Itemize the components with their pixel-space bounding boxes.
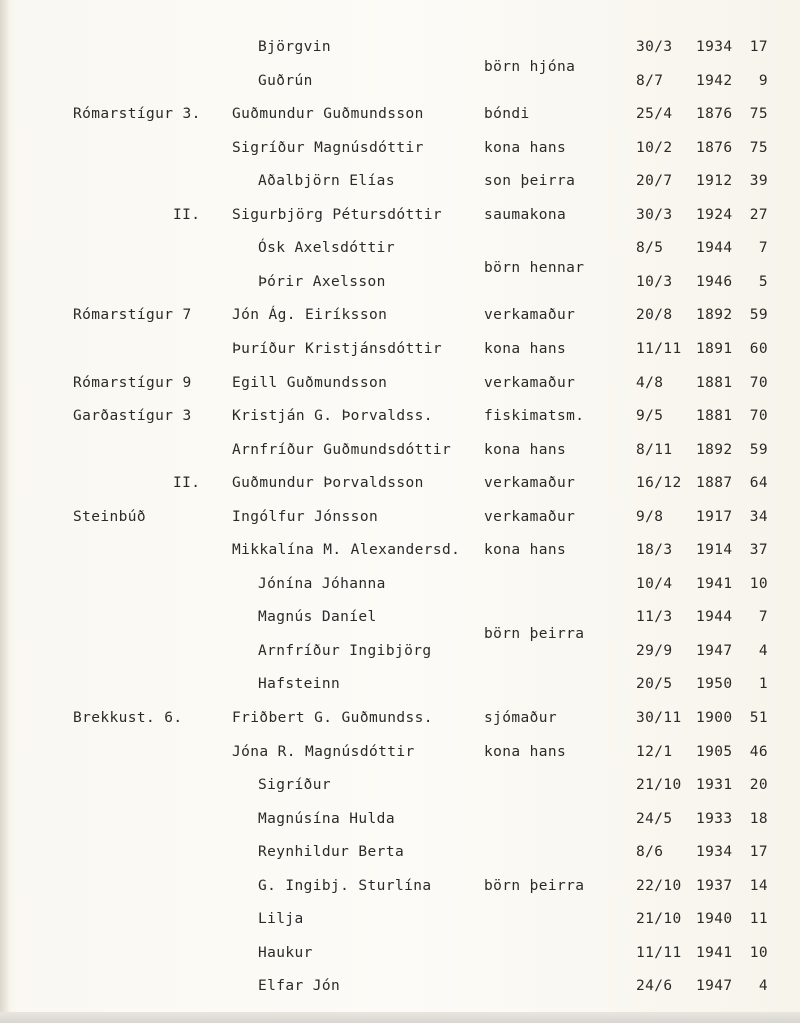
address-cell: II. xyxy=(173,207,201,223)
birth-year-cell: 1912 xyxy=(696,173,733,189)
occupation-cell: kona hans xyxy=(484,442,567,458)
age-cell: 4 xyxy=(758,643,768,659)
name-cell: Mikkalína M. Alexandersd. xyxy=(232,542,461,558)
age-cell: 64 xyxy=(749,475,768,491)
occupation-cell: kona hans xyxy=(484,542,567,558)
age-cell: 75 xyxy=(749,106,768,122)
birth-date-cell: 16/12 xyxy=(636,475,682,491)
group-role-label: börn þeirra xyxy=(484,626,585,642)
birth-date-cell: 11/3 xyxy=(636,609,673,625)
occupation-cell: verkamaður xyxy=(484,509,576,525)
birth-year-cell: 1881 xyxy=(696,408,733,424)
group-role-label: börn hjóna xyxy=(484,59,576,75)
name-cell: Magnús Daníel xyxy=(258,609,377,625)
birth-date-cell: 20/5 xyxy=(636,676,673,692)
address-cell: Brekkust. 6. xyxy=(73,710,183,726)
census-row xyxy=(0,841,800,863)
birth-date-cell: 8/5 xyxy=(636,240,664,256)
birth-date-cell: 30/3 xyxy=(636,207,673,223)
name-cell: Sigríður xyxy=(258,777,332,793)
age-cell: 46 xyxy=(749,744,768,760)
census-row xyxy=(0,103,800,125)
occupation-cell: verkamaður xyxy=(484,475,576,491)
birth-date-cell: 8/11 xyxy=(636,442,673,458)
birth-year-cell: 1944 xyxy=(696,240,733,256)
occupation-cell: sjómaður xyxy=(484,710,558,726)
birth-date-cell: 9/5 xyxy=(636,408,664,424)
name-cell: Guðrún xyxy=(258,73,313,89)
name-cell: G. Ingibj. Sturlína xyxy=(258,878,432,894)
age-cell: 10 xyxy=(749,945,768,961)
occupation-cell: kona hans xyxy=(484,744,567,760)
census-row xyxy=(0,304,800,326)
birth-year-cell: 1900 xyxy=(696,710,733,726)
occupation-cell: börn þeirra xyxy=(484,878,585,894)
census-row xyxy=(0,808,800,830)
census-row xyxy=(0,472,800,494)
birth-date-cell: 9/8 xyxy=(636,509,664,525)
birth-year-cell: 1941 xyxy=(696,945,733,961)
age-cell: 59 xyxy=(749,442,768,458)
birth-date-cell: 18/3 xyxy=(636,542,673,558)
birth-date-cell: 22/10 xyxy=(636,878,682,894)
age-cell: 17 xyxy=(749,844,768,860)
occupation-cell: saumakona xyxy=(484,207,567,223)
age-cell: 1 xyxy=(758,676,768,692)
name-cell: Sigríður Magnúsdóttir xyxy=(232,140,424,156)
age-cell: 51 xyxy=(749,710,768,726)
age-cell: 60 xyxy=(749,341,768,357)
birth-date-cell: 29/9 xyxy=(636,643,673,659)
census-row xyxy=(0,170,800,192)
census-row xyxy=(0,975,800,997)
census-row xyxy=(0,405,800,427)
birth-year-cell: 1876 xyxy=(696,106,733,122)
age-cell: 20 xyxy=(749,777,768,793)
census-row xyxy=(0,204,800,226)
census-row xyxy=(0,707,800,729)
birth-date-cell: 10/2 xyxy=(636,140,673,156)
birth-year-cell: 1944 xyxy=(696,609,733,625)
name-cell: Hafsteinn xyxy=(258,676,341,692)
name-cell: Friðbert G. Guðmundss. xyxy=(232,710,433,726)
birth-date-cell: 21/10 xyxy=(636,777,682,793)
birth-year-cell: 1917 xyxy=(696,509,733,525)
birth-year-cell: 1924 xyxy=(696,207,733,223)
name-cell: Björgvin xyxy=(258,39,332,55)
birth-year-cell: 1931 xyxy=(696,777,733,793)
name-cell: Ósk Axelsdóttir xyxy=(258,240,395,256)
name-cell: Sigurbjörg Pétursdóttir xyxy=(232,207,442,223)
occupation-cell: bóndi xyxy=(484,106,530,122)
census-row xyxy=(0,908,800,930)
census-row xyxy=(0,137,800,159)
birth-year-cell: 1934 xyxy=(696,844,733,860)
age-cell: 27 xyxy=(749,207,768,223)
birth-year-cell: 1942 xyxy=(696,73,733,89)
age-cell: 37 xyxy=(749,542,768,558)
birth-year-cell: 1892 xyxy=(696,442,733,458)
name-cell: Jóna R. Magnúsdóttir xyxy=(232,744,415,760)
birth-year-cell: 1934 xyxy=(696,39,733,55)
age-cell: 10 xyxy=(749,576,768,592)
age-cell: 7 xyxy=(758,240,768,256)
birth-date-cell: 20/8 xyxy=(636,307,673,323)
occupation-cell: kona hans xyxy=(484,140,567,156)
birth-date-cell: 30/3 xyxy=(636,39,673,55)
age-cell: 14 xyxy=(749,878,768,894)
census-row xyxy=(0,439,800,461)
age-cell: 17 xyxy=(749,39,768,55)
address-cell: Rómarstígur 3. xyxy=(73,106,201,122)
birth-date-cell: 8/6 xyxy=(636,844,664,860)
birth-year-cell: 1891 xyxy=(696,341,733,357)
name-cell: Þuríður Kristjánsdóttir xyxy=(232,341,442,357)
birth-year-cell: 1950 xyxy=(696,676,733,692)
census-row xyxy=(0,70,800,92)
name-cell: Arnfríður Guðmundsdóttir xyxy=(232,442,452,458)
age-cell: 4 xyxy=(758,978,768,994)
birth-date-cell: 10/3 xyxy=(636,274,673,290)
birth-date-cell: 24/6 xyxy=(636,978,673,994)
census-row xyxy=(0,271,800,293)
name-cell: Egill Guðmundsson xyxy=(232,375,388,391)
census-row xyxy=(0,338,800,360)
census-row xyxy=(0,875,800,897)
birth-date-cell: 4/8 xyxy=(636,375,664,391)
birth-year-cell: 1940 xyxy=(696,911,733,927)
name-cell: Kristján G. Þorvaldss. xyxy=(232,408,433,424)
birth-date-cell: 21/10 xyxy=(636,911,682,927)
name-cell: Jón Ág. Eiríksson xyxy=(232,307,388,323)
age-cell: 59 xyxy=(749,307,768,323)
birth-year-cell: 1892 xyxy=(696,307,733,323)
census-row xyxy=(0,36,800,58)
census-row xyxy=(0,606,800,628)
occupation-cell: verkamaður xyxy=(484,375,576,391)
birth-date-cell: 20/7 xyxy=(636,173,673,189)
census-row xyxy=(0,539,800,561)
address-cell: Garðastígur 3 xyxy=(73,408,192,424)
name-cell: Haukur xyxy=(258,945,313,961)
census-row xyxy=(0,573,800,595)
birth-date-cell: 30/11 xyxy=(636,710,682,726)
birth-year-cell: 1933 xyxy=(696,811,733,827)
birth-date-cell: 24/5 xyxy=(636,811,673,827)
age-cell: 18 xyxy=(749,811,768,827)
name-cell: Ingólfur Jónsson xyxy=(232,509,379,525)
name-cell: Magnúsína Hulda xyxy=(258,811,395,827)
birth-year-cell: 1876 xyxy=(696,140,733,156)
birth-year-cell: 1941 xyxy=(696,576,733,592)
address-cell: II. xyxy=(173,475,201,491)
name-cell: Arnfríður Ingibjörg xyxy=(258,643,432,659)
occupation-cell: verkamaður xyxy=(484,307,576,323)
census-row xyxy=(0,640,800,662)
name-cell: Þórir Axelsson xyxy=(258,274,386,290)
age-cell: 70 xyxy=(749,408,768,424)
address-cell: Steinbúð xyxy=(73,509,147,525)
age-cell: 11 xyxy=(749,911,768,927)
birth-date-cell: 8/7 xyxy=(636,73,664,89)
age-cell: 7 xyxy=(758,609,768,625)
birth-date-cell: 10/4 xyxy=(636,576,673,592)
age-cell: 9 xyxy=(758,73,768,89)
birth-date-cell: 25/4 xyxy=(636,106,673,122)
name-cell: Reynhildur Berta xyxy=(258,844,405,860)
age-cell: 70 xyxy=(749,375,768,391)
birth-date-cell: 12/1 xyxy=(636,744,673,760)
census-row xyxy=(0,673,800,695)
name-cell: Elfar Jón xyxy=(258,978,341,994)
birth-date-cell: 11/11 xyxy=(636,341,682,357)
age-cell: 34 xyxy=(749,509,768,525)
census-row xyxy=(0,372,800,394)
census-row xyxy=(0,506,800,528)
group-role-label: börn hennar xyxy=(484,260,585,276)
birth-year-cell: 1937 xyxy=(696,878,733,894)
occupation-cell: son þeirra xyxy=(484,173,576,189)
name-cell: Aðalbjörn Elías xyxy=(258,173,395,189)
birth-date-cell: 11/11 xyxy=(636,945,682,961)
birth-year-cell: 1881 xyxy=(696,375,733,391)
age-cell: 75 xyxy=(749,140,768,156)
name-cell: Jónína Jóhanna xyxy=(258,576,386,592)
address-cell: Rómarstígur 7 xyxy=(73,307,192,323)
address-cell: Rómarstígur 9 xyxy=(73,375,192,391)
census-row xyxy=(0,741,800,763)
birth-year-cell: 1887 xyxy=(696,475,733,491)
name-cell: Guðmundur Guðmundsson xyxy=(232,106,424,122)
birth-year-cell: 1947 xyxy=(696,978,733,994)
census-row xyxy=(0,237,800,259)
name-cell: Lilja xyxy=(258,911,304,927)
birth-year-cell: 1947 xyxy=(696,643,733,659)
birth-year-cell: 1946 xyxy=(696,274,733,290)
birth-year-cell: 1905 xyxy=(696,744,733,760)
age-cell: 39 xyxy=(749,173,768,189)
page-bottom-edge xyxy=(0,1012,800,1023)
occupation-cell: fiskimatsm. xyxy=(484,408,585,424)
census-row xyxy=(0,942,800,964)
occupation-cell: kona hans xyxy=(484,341,567,357)
census-row xyxy=(0,774,800,796)
age-cell: 5 xyxy=(758,274,768,290)
birth-year-cell: 1914 xyxy=(696,542,733,558)
name-cell: Guðmundur Þorvaldsson xyxy=(232,475,424,491)
